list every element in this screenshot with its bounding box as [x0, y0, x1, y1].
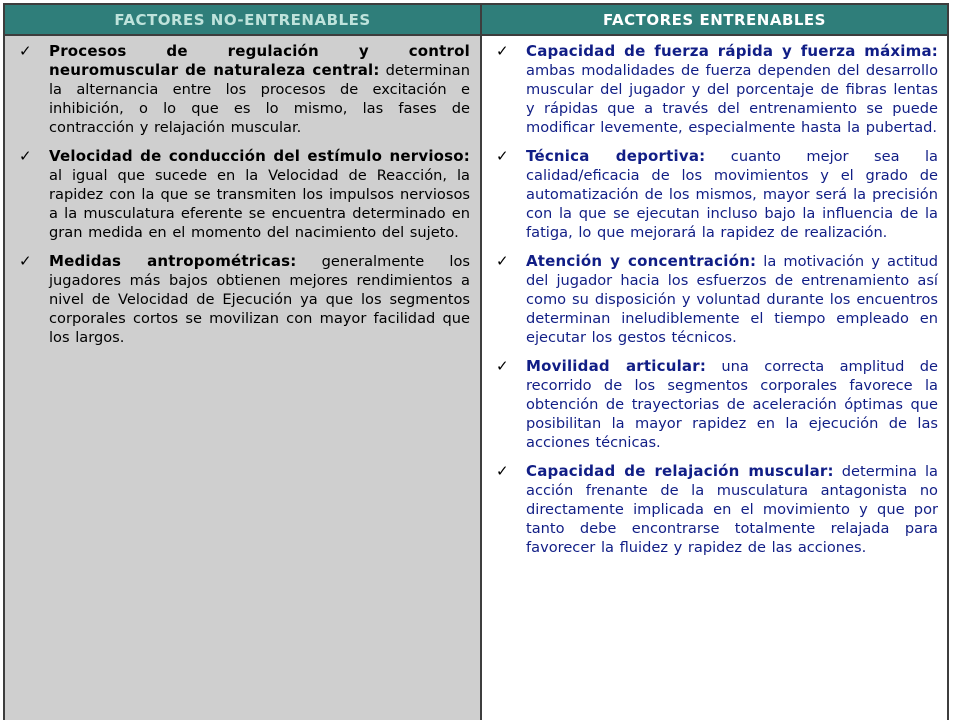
item-text [526, 357, 938, 452]
checkmark-icon: ✓ [496, 462, 509, 480]
item-description: determinan la alternancia entre los procesos de excitación e inhibición, o lo que es lo mismo, las fases de contracción y relajación muscular. [49, 62, 470, 136]
item-description: generalmente los jugadores más bajos obtienen mejores rendimientos a nivel de Velocidad de Ejecución ya que los segmentos corporales cortos se movilizan con mayor facilidad que los largos. [49, 253, 470, 346]
checkmark-icon: ✓ [496, 252, 509, 270]
list-item [19, 42, 470, 137]
item-description: determina la acción frenante de la musculatura antagonista no directamente implicada en el movimiento y que por tanto debe encontrarse totalmente relajada para favorecer la fluidez y rapidez de las acciones. [526, 463, 938, 556]
checkmark-icon: ✓ [496, 42, 509, 60]
item-term: Atención y concentración: [526, 252, 757, 270]
list-item [496, 357, 938, 452]
table-header-row [5, 5, 947, 36]
item-text [49, 147, 470, 242]
item-description: al igual que sucede en la Velocidad de Reacción, la rapidez con la que se transmiten los impulsos nerviosos a la musculatura eferente se encuentra determinado en gran medida en el momento del nacimiento del sujeto. [49, 167, 470, 241]
item-term: Medidas antropométricas: [49, 252, 297, 270]
item-text [526, 462, 938, 557]
item-term: Capacidad de fuerza rápida y fuerza máxima: [526, 42, 938, 60]
item-description: la motivación y actitud del jugador hacia los esfuerzos de entrenamiento así como su disposición y voluntad durante los encuentros determinan ineludiblemente el tiempo empleado en ejecutar los gestos técnicos. [526, 253, 938, 346]
item-text [526, 42, 938, 137]
item-term: Técnica deportiva: [526, 147, 706, 165]
non-trainable-column [5, 36, 482, 720]
list-item [19, 252, 470, 347]
list-item [19, 147, 470, 242]
item-description: cuanto mejor sea la calidad/eficacia de los movimientos y el grado de automatización de los mismos, mayor será la precisión con la que se ejecutan incluso bajo la influencia de la fatiga, lo que mejorará la rapidez de realización. [526, 148, 938, 241]
item-term: Procesos de regulación y control neuromuscular de naturaleza central: [49, 42, 470, 79]
list-item [496, 462, 938, 557]
item-description: ambas modalidades de fuerza dependen del desarrollo muscular del jugador y del porcentaje de fibras lentas y rápidas que a través del entrenamiento se puede modificar levemente, especialmente hasta la pubertad. [526, 62, 938, 136]
list-item [496, 42, 938, 137]
item-term: Capacidad de relajación muscular: [526, 462, 834, 480]
checkmark-icon: ✓ [19, 42, 32, 60]
item-text [526, 147, 938, 242]
item-description: una correcta amplitud de recorrido de los segmentos corporales favorece la obtención de trayectorias de aceleración óptimas que posibilitan la mayor rapidez en la ejecución de las acciones técnicas. [526, 358, 938, 451]
item-term: Velocidad de conducción del estímulo nervioso: [49, 147, 470, 165]
item-text [526, 252, 938, 347]
item-text [49, 42, 470, 137]
header-trainable: FACTORES ENTRENABLES [482, 5, 947, 34]
trainable-column [482, 36, 947, 720]
list-item [496, 147, 938, 242]
item-text [49, 252, 470, 347]
checkmark-icon: ✓ [19, 252, 32, 270]
list-item [496, 252, 938, 347]
table-body-row [5, 36, 947, 720]
checkmark-icon: ✓ [496, 357, 509, 375]
item-term: Movilidad articular: [526, 357, 707, 375]
factors-table [3, 3, 949, 720]
checkmark-icon: ✓ [496, 147, 509, 165]
checkmark-icon: ✓ [19, 147, 32, 165]
header-non-trainable: FACTORES NO-ENTRENABLES [5, 5, 482, 34]
